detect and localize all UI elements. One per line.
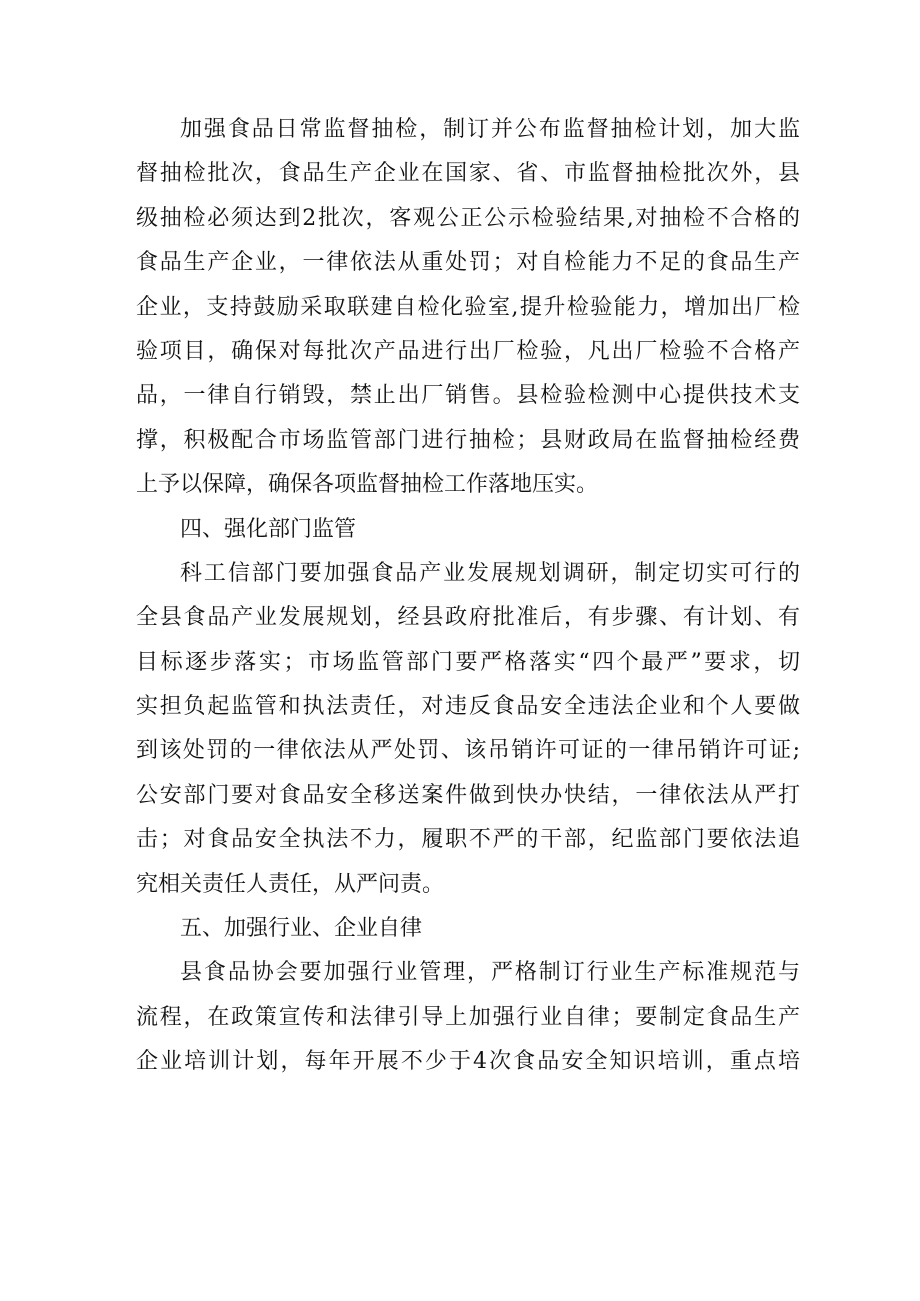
section-heading-4: 四、强化部门监管 [180, 516, 357, 542]
paragraph-line: 品，一律自行销毁，禁止出厂销售。县检验检测中心提供技术支 [136, 383, 800, 409]
paragraph-line: 击；对食品安全执法不力，履职不严的干部，纪监部门要依法追 [136, 827, 800, 853]
paragraph-line: 验项目，确保对每批次产品进行出厂检验，凡出厂检验不合格产 [136, 338, 800, 364]
document-body [136, 108, 800, 1085]
paragraph-line: 公安部门要对食品安全移送案件做到快办快结，一律依法从严打 [136, 782, 800, 808]
paragraph-line: 企业培训计划，每年开展不少于4次食品安全知识培训，重点培 [136, 1049, 800, 1075]
paragraph-line: 县食品协会要加强行业管理，严格制订行业生产标准规范与 [180, 960, 800, 986]
paragraph-line: 级抽检必须达到2批次，客观公正公示检验结果,对抽检不合格的 [136, 205, 800, 231]
paragraph-line: 目标逐步落实；市场监管部门要严格落实“四个最严”要求，切 [136, 649, 800, 675]
paragraph-department-supervision [136, 552, 800, 907]
paragraph-line: 实担负起监管和执法责任，对违反食品安全违法企业和个人要做 [136, 694, 800, 720]
paragraph-line: 加强食品日常监督抽检，制订并公布监督抽检计划，加大监 [180, 117, 800, 142]
paragraph-line: 到该处罚的一律依法从严处罚、该吊销许可证的一律吊销许可证; [136, 738, 800, 764]
paragraph-supervision-sampling [136, 108, 800, 508]
paragraph-industry-self-discipline [136, 951, 800, 1084]
section-heading-5: 五、加强行业、企业自律 [180, 916, 423, 942]
paragraph-line: 撑，积极配合市场监管部门进行抽检；县财政局在监督抽检经费 [136, 427, 800, 453]
paragraph-line: 上予以保障，确保各项监督抽检工作落地压实。 [136, 472, 599, 498]
paragraph-line: 流程，在政策宣传和法律引导上加强行业自律；要制定食品生产 [136, 1004, 800, 1030]
paragraph-line: 科工信部门要加强食品产业发展规划调研，制定切实可行的 [180, 560, 800, 586]
paragraph-line: 全县食品产业发展规划，经县政府批准后，有步骤、有计划、有 [136, 605, 800, 631]
paragraph-line: 食品生产企业，一律依法从重处罚；对自检能力不足的食品生产 [136, 250, 800, 276]
paragraph-line: 督抽检批次，食品生产企业在国家、省、市监督抽检批次外，县 [136, 161, 800, 187]
paragraph-line: 企业，支持鼓励采取联建自检化验室,提升检验能力，增加出厂检 [136, 294, 800, 320]
paragraph-line: 究相关责任人责任，从严问责。 [136, 871, 445, 897]
